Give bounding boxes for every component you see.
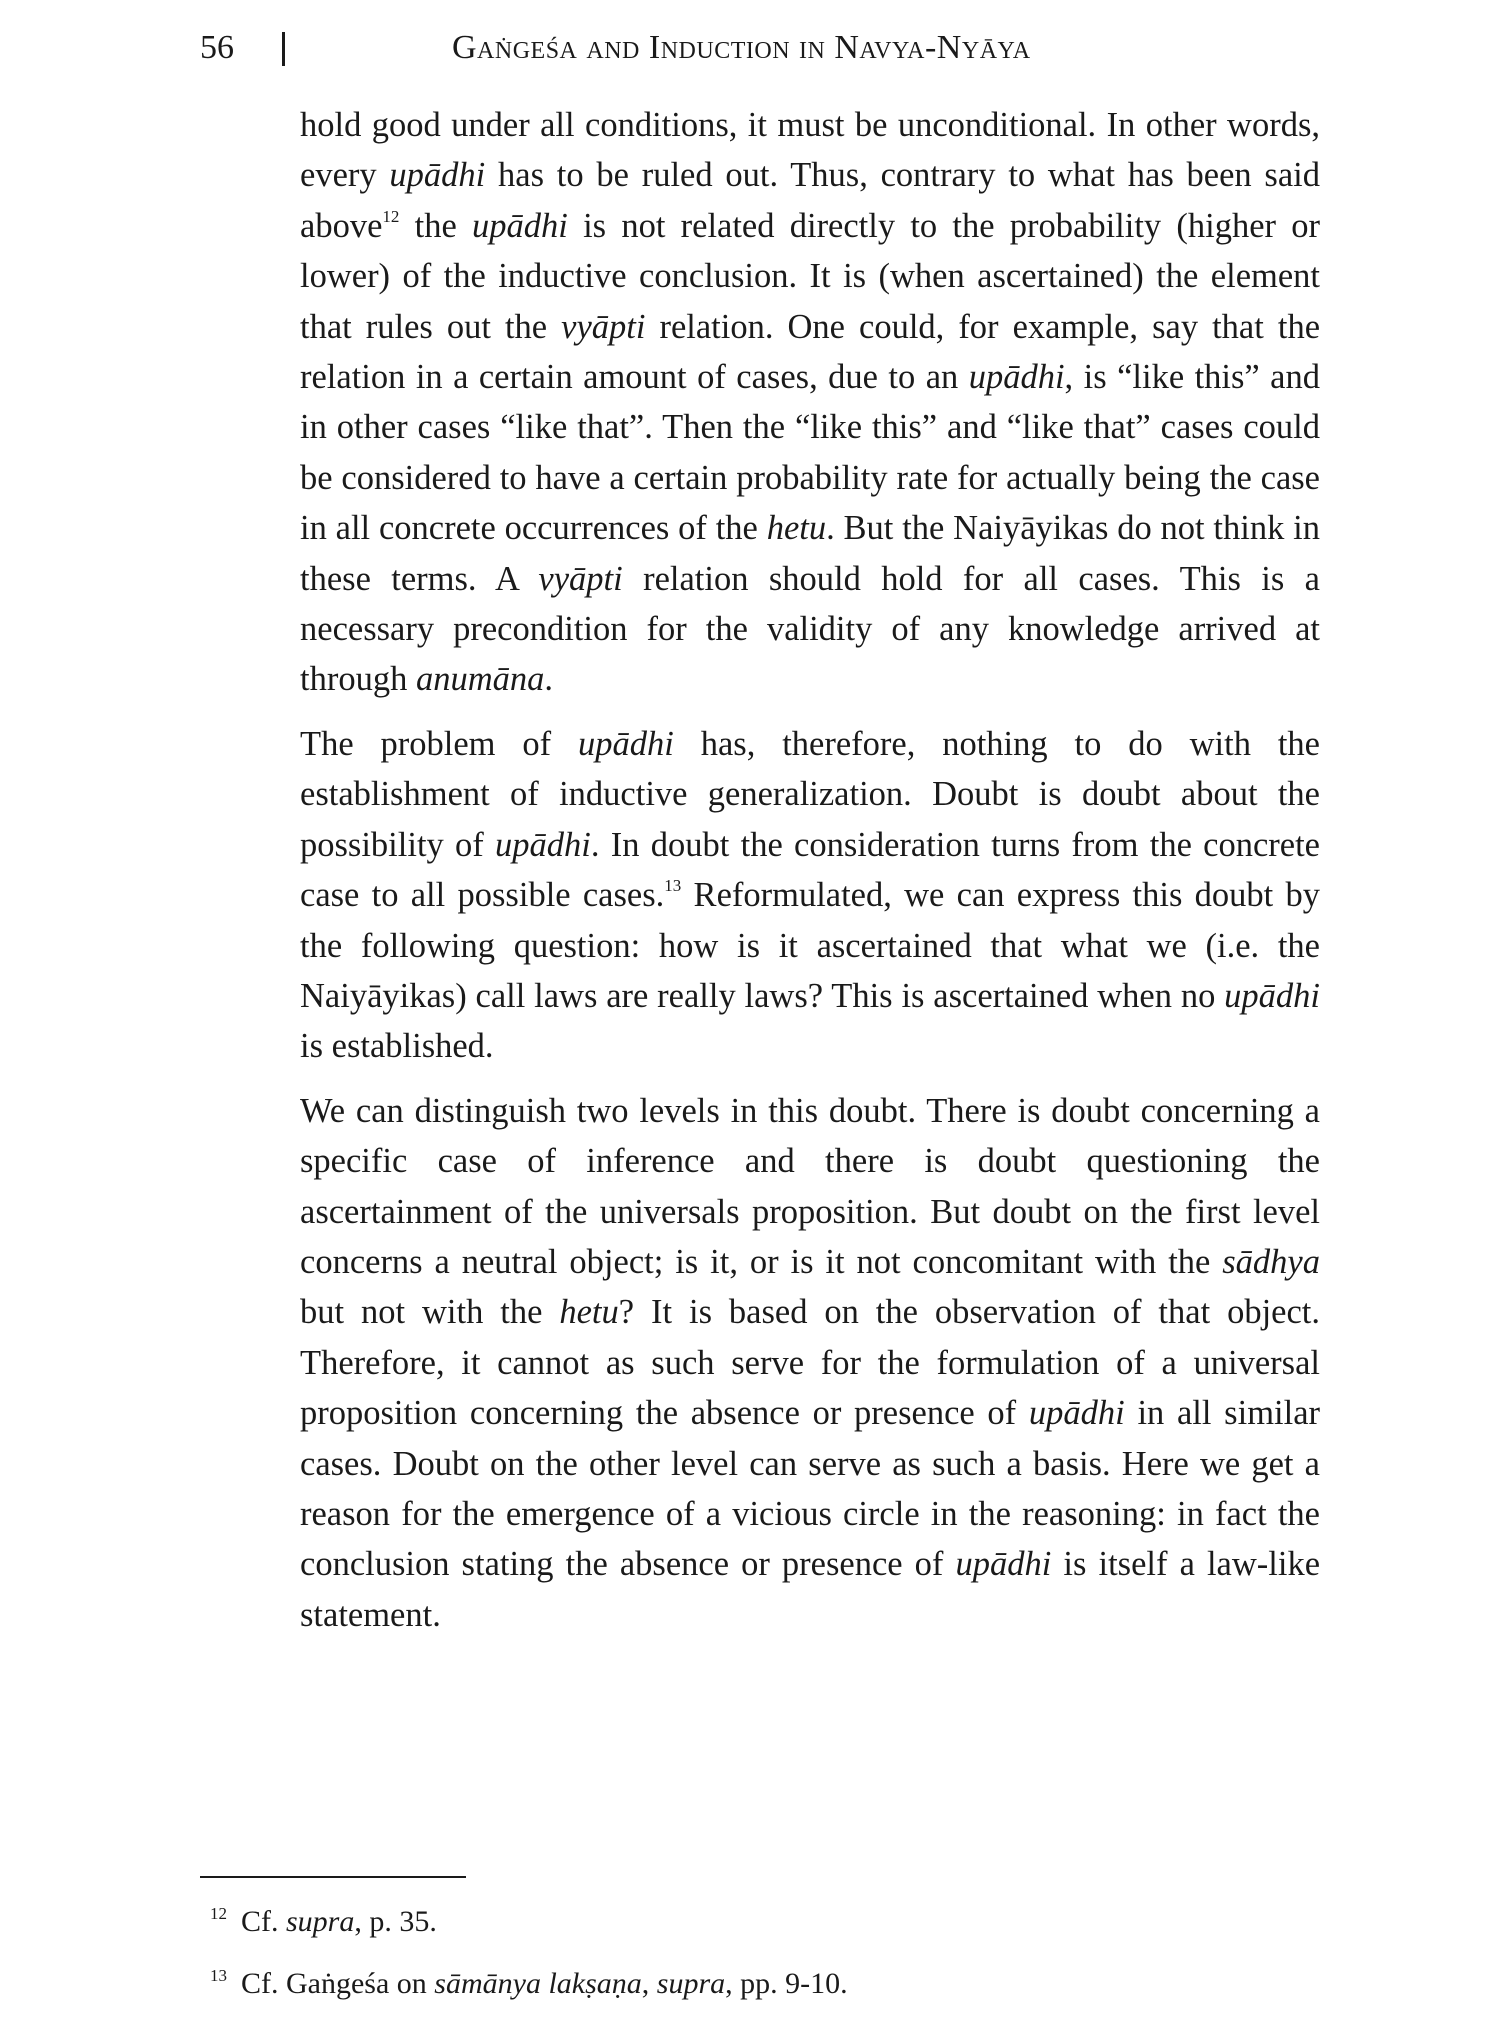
text-run: . In doubt the consideration turns from the concrete case to all possible cases. bbox=[300, 825, 1320, 915]
italic-term: hetu bbox=[559, 1293, 619, 1332]
footnote-number: 13 bbox=[210, 1966, 227, 1985]
paragraph bbox=[300, 719, 1320, 1072]
text-run: Reformulated, we can express this doubt by the following question: how is it ascertained that what we (i.e. the Naiyāyikas) call laws are really laws? This is ascertained when no bbox=[300, 876, 1320, 1015]
italic-term: sāmānya lakṣaṇa bbox=[434, 1967, 642, 2000]
text-run: , p. 35. bbox=[354, 1905, 437, 1938]
paragraph bbox=[300, 100, 1320, 705]
italic-term: upādhi bbox=[968, 358, 1065, 397]
text-run: has to be ruled out. Thus, contrary to what has been said above bbox=[300, 156, 1320, 245]
footnote bbox=[210, 1958, 1310, 2002]
text-run: ? It is based on the observation of that object. Therefore, it cannot as such serve for the formulation of a universal proposition concerning the absence or presence of bbox=[300, 1293, 1320, 1433]
footnote-number: 12 bbox=[210, 1904, 227, 1923]
italic-term: upādhi bbox=[578, 724, 674, 763]
page-header bbox=[200, 24, 1300, 72]
italic-term: anumāna bbox=[415, 660, 545, 699]
body-text bbox=[300, 100, 1320, 1654]
italic-term: upādhi bbox=[389, 156, 486, 195]
paragraph bbox=[300, 1086, 1320, 1640]
text-run: We can distinguish two levels in this doubt. There is doubt concerning a specific case of inference and there is doubt questioning the ascertainment of the universals proposition. But doubt on the first level concerns a neutral object; is it, or is it not concomitant with the bbox=[300, 1091, 1320, 1281]
page-number: 56 bbox=[200, 29, 234, 66]
footnote-ref: 12 bbox=[382, 206, 400, 226]
text-run: relation. One could, for example, say that the relation in a certain amount of cases, due to an bbox=[300, 307, 1321, 397]
footnotes bbox=[210, 1896, 1310, 2020]
text-run: . But the Naiyāyikas do not think in these terms. A bbox=[300, 509, 1320, 598]
italic-term: upādhi bbox=[955, 1545, 1052, 1584]
italic-term: sādhya bbox=[1222, 1242, 1320, 1281]
footnote bbox=[210, 1896, 1310, 1940]
text-run: is itself a law-like statement. bbox=[300, 1545, 1321, 1634]
header-divider bbox=[282, 32, 285, 66]
italic-term: supra bbox=[656, 1967, 726, 2000]
text-run: hold good under all conditions, it must be unconditional. In other words, every bbox=[300, 106, 1320, 195]
text-run: , bbox=[641, 1967, 657, 2000]
italic-term: vyāpti bbox=[561, 307, 646, 346]
italic-term: upādhi bbox=[495, 825, 591, 864]
text-run: relation should hold for all cases. This is a necessary precondition for the validity of any knowledge arrived at through bbox=[300, 559, 1320, 699]
text-run: in all similar cases. Doubt on the other level can serve as such a basis. Here we get a reason for the emergence of a vicious circle in the reasoning: in fact the conclusion stating the absence or presence of bbox=[300, 1394, 1321, 1584]
text-run: , pp. 9-10. bbox=[725, 1967, 848, 2000]
text-run: is established. bbox=[300, 1027, 494, 1066]
text-run: Cf. bbox=[241, 1905, 286, 1938]
text-run: Cf. Gaṅgeśa on bbox=[241, 1967, 435, 2000]
text-run: but not with the bbox=[300, 1293, 560, 1332]
italic-term: hetu bbox=[766, 509, 827, 548]
text-run: . bbox=[544, 660, 553, 699]
italic-term: upādhi bbox=[472, 206, 568, 245]
running-title: Gaṅgeśa and Induction in Navya-Nyāya bbox=[452, 29, 1031, 66]
text-run: has, therefore, nothing to do with the establishment of inductive generalization. Doubt is doubt about the possibility of bbox=[300, 724, 1320, 864]
italic-term: supra bbox=[286, 1905, 355, 1938]
text-run: the bbox=[399, 206, 473, 245]
text-run: is not related directly to the probability (higher or lower) of the inductive conclusion. It is (when ascertained) the element that rules out the bbox=[300, 206, 1320, 346]
footnote-text bbox=[241, 1967, 848, 2000]
text-run: The problem of bbox=[300, 724, 578, 763]
footnote-text bbox=[241, 1905, 437, 1938]
footnote-divider bbox=[200, 1876, 466, 1878]
italic-term: upādhi bbox=[1028, 1394, 1125, 1433]
text-run: , is “like this” and in other cases “like that”. Then the “like this” and “like that” cases could be considered to have a certain probability rate for actually being the case in all concrete occurrences of the bbox=[300, 358, 1320, 548]
italic-term: upādhi bbox=[1224, 976, 1320, 1015]
italic-term: vyāpti bbox=[538, 559, 623, 598]
footnote-ref: 13 bbox=[664, 876, 682, 896]
